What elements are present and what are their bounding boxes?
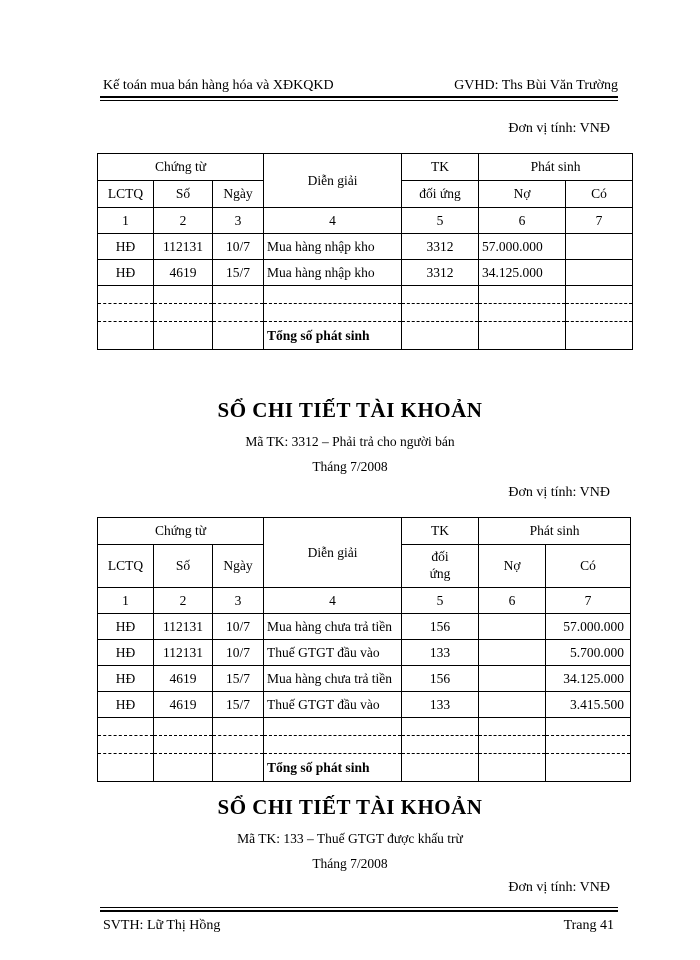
cell-dien-giai: Thuế GTGT đầu vào <box>264 640 402 666</box>
col-ung: ứng <box>429 566 451 581</box>
col-num: 2 <box>154 588 213 614</box>
col-tk: TK <box>402 154 479 181</box>
cell-no <box>479 640 546 666</box>
col-num: 7 <box>566 208 633 234</box>
cell-lctq: HĐ <box>98 666 154 692</box>
cell-so: 4619 <box>154 666 213 692</box>
col-tk: TK <box>402 518 479 545</box>
col-no: Nợ <box>479 181 566 208</box>
cell-lctq: HĐ <box>98 640 154 666</box>
cell-co: 34.125.000 <box>546 666 631 692</box>
col-no: Nợ <box>479 545 546 588</box>
col-ngay: Ngày <box>213 181 264 208</box>
col-so: Số <box>154 545 213 588</box>
total-label: Tổng số phát sinh <box>264 322 402 350</box>
table-row <box>98 666 631 692</box>
total-label: Tổng số phát sinh <box>264 754 402 782</box>
cell-dien-giai: Thuế GTGT đầu vào <box>264 692 402 718</box>
unit-label-2: Đơn vị tính: VNĐ <box>508 485 610 500</box>
ledger-table-1 <box>97 153 633 350</box>
cell-dien-giai: Mua hàng chưa trả tiền <box>264 614 402 640</box>
col-doi-ung <box>402 545 479 588</box>
cell-ngay: 15/7 <box>213 260 264 286</box>
blank-row <box>98 736 631 754</box>
col-doi-ung: đối ứng <box>402 181 479 208</box>
col-co: Có <box>566 181 633 208</box>
cell-lctq: HĐ <box>98 234 154 260</box>
col-doi: đối <box>431 549 449 565</box>
footer-rule <box>100 910 618 912</box>
unit-label-3: Đơn vị tính: VNĐ <box>508 880 610 895</box>
cell-so: 112131 <box>154 234 213 260</box>
cell-ngay: 10/7 <box>213 234 264 260</box>
col-lctq: LCTQ <box>98 181 154 208</box>
cell-dien-giai: Mua hàng chưa trả tiền <box>264 666 402 692</box>
col-chung-tu: Chứng từ <box>98 154 264 181</box>
col-chung-tu: Chứng từ <box>98 518 264 545</box>
cell-no: 34.125.000 <box>479 260 566 286</box>
footer-rule-thin <box>100 907 618 908</box>
section-3-title: SỔ CHI TIẾT TÀI KHOẢN <box>217 795 483 819</box>
section-3-month: Tháng 7/2008 <box>312 856 388 871</box>
col-num: 2 <box>154 208 213 234</box>
column-number-row <box>98 208 633 234</box>
cell-no <box>479 692 546 718</box>
cell-ngay: 15/7 <box>213 692 264 718</box>
header-left: Kế toán mua bán hàng hóa và XĐKQKD <box>103 78 334 93</box>
header-right: GVHD: Ths Bùi Văn Trường <box>454 78 618 93</box>
header-rule <box>100 96 618 98</box>
blank-row <box>98 286 633 304</box>
cell-so: 4619 <box>154 692 213 718</box>
cell-no <box>479 614 546 640</box>
col-num: 4 <box>264 208 402 234</box>
cell-no: 57.000.000 <box>479 234 566 260</box>
col-phat-sinh: Phát sinh <box>479 154 633 181</box>
cell-tk: 3312 <box>402 234 479 260</box>
col-dien-giai: Diễn giải <box>264 154 402 208</box>
col-num: 7 <box>546 588 631 614</box>
cell-no <box>479 666 546 692</box>
blank-row <box>98 718 631 736</box>
total-row <box>98 754 631 782</box>
col-num: 6 <box>479 208 566 234</box>
cell-co <box>566 234 633 260</box>
col-co: Có <box>546 545 631 588</box>
cell-co <box>566 260 633 286</box>
page-number: Trang 41 <box>563 918 614 933</box>
cell-dien-giai: Mua hàng nhập kho <box>264 260 402 286</box>
cell-tk: 156 <box>402 614 479 640</box>
cell-co: 5.700.000 <box>546 640 631 666</box>
cell-tk: 133 <box>402 640 479 666</box>
cell-ngay: 10/7 <box>213 614 264 640</box>
col-num: 1 <box>98 208 154 234</box>
cell-tk: 156 <box>402 666 479 692</box>
header-rule-thin <box>100 100 618 101</box>
cell-dien-giai: Mua hàng nhập kho <box>264 234 402 260</box>
col-num: 3 <box>213 208 264 234</box>
col-num: 5 <box>402 208 479 234</box>
table-row <box>98 234 633 260</box>
cell-so: 112131 <box>154 640 213 666</box>
cell-ngay: 10/7 <box>213 640 264 666</box>
section-2-account: Mã TK: 3312 – Phải trả cho người bán <box>245 434 455 449</box>
col-so: Số <box>154 181 213 208</box>
cell-tk: 3312 <box>402 260 479 286</box>
table-row <box>98 260 633 286</box>
cell-lctq: HĐ <box>98 614 154 640</box>
table-row <box>98 614 631 640</box>
section-3-account: Mã TK: 133 – Thuế GTGT được khấu trừ <box>237 831 463 846</box>
column-number-row <box>98 588 631 614</box>
total-row <box>98 322 633 350</box>
cell-co: 57.000.000 <box>546 614 631 640</box>
footer-left: SVTH: Lữ Thị Hồng <box>103 918 221 933</box>
table-row <box>98 640 631 666</box>
table-row <box>98 692 631 718</box>
cell-co: 3.415.500 <box>546 692 631 718</box>
section-2-title: SỔ CHI TIẾT TÀI KHOẢN <box>217 398 483 422</box>
col-num: 3 <box>213 588 264 614</box>
unit-label-1: Đơn vị tính: VNĐ <box>508 121 610 136</box>
col-num: 4 <box>264 588 402 614</box>
col-phat-sinh: Phát sinh <box>479 518 631 545</box>
col-ngay: Ngày <box>213 545 264 588</box>
cell-tk: 133 <box>402 692 479 718</box>
col-num: 6 <box>479 588 546 614</box>
cell-lctq: HĐ <box>98 692 154 718</box>
section-2-month: Tháng 7/2008 <box>312 459 388 474</box>
blank-row <box>98 304 633 322</box>
cell-lctq: HĐ <box>98 260 154 286</box>
col-num: 1 <box>98 588 154 614</box>
col-lctq: LCTQ <box>98 545 154 588</box>
col-dien-giai: Diễn giải <box>264 518 402 588</box>
ledger-table-2 <box>97 517 631 782</box>
cell-so: 4619 <box>154 260 213 286</box>
col-num: 5 <box>402 588 479 614</box>
cell-ngay: 15/7 <box>213 666 264 692</box>
cell-so: 112131 <box>154 614 213 640</box>
